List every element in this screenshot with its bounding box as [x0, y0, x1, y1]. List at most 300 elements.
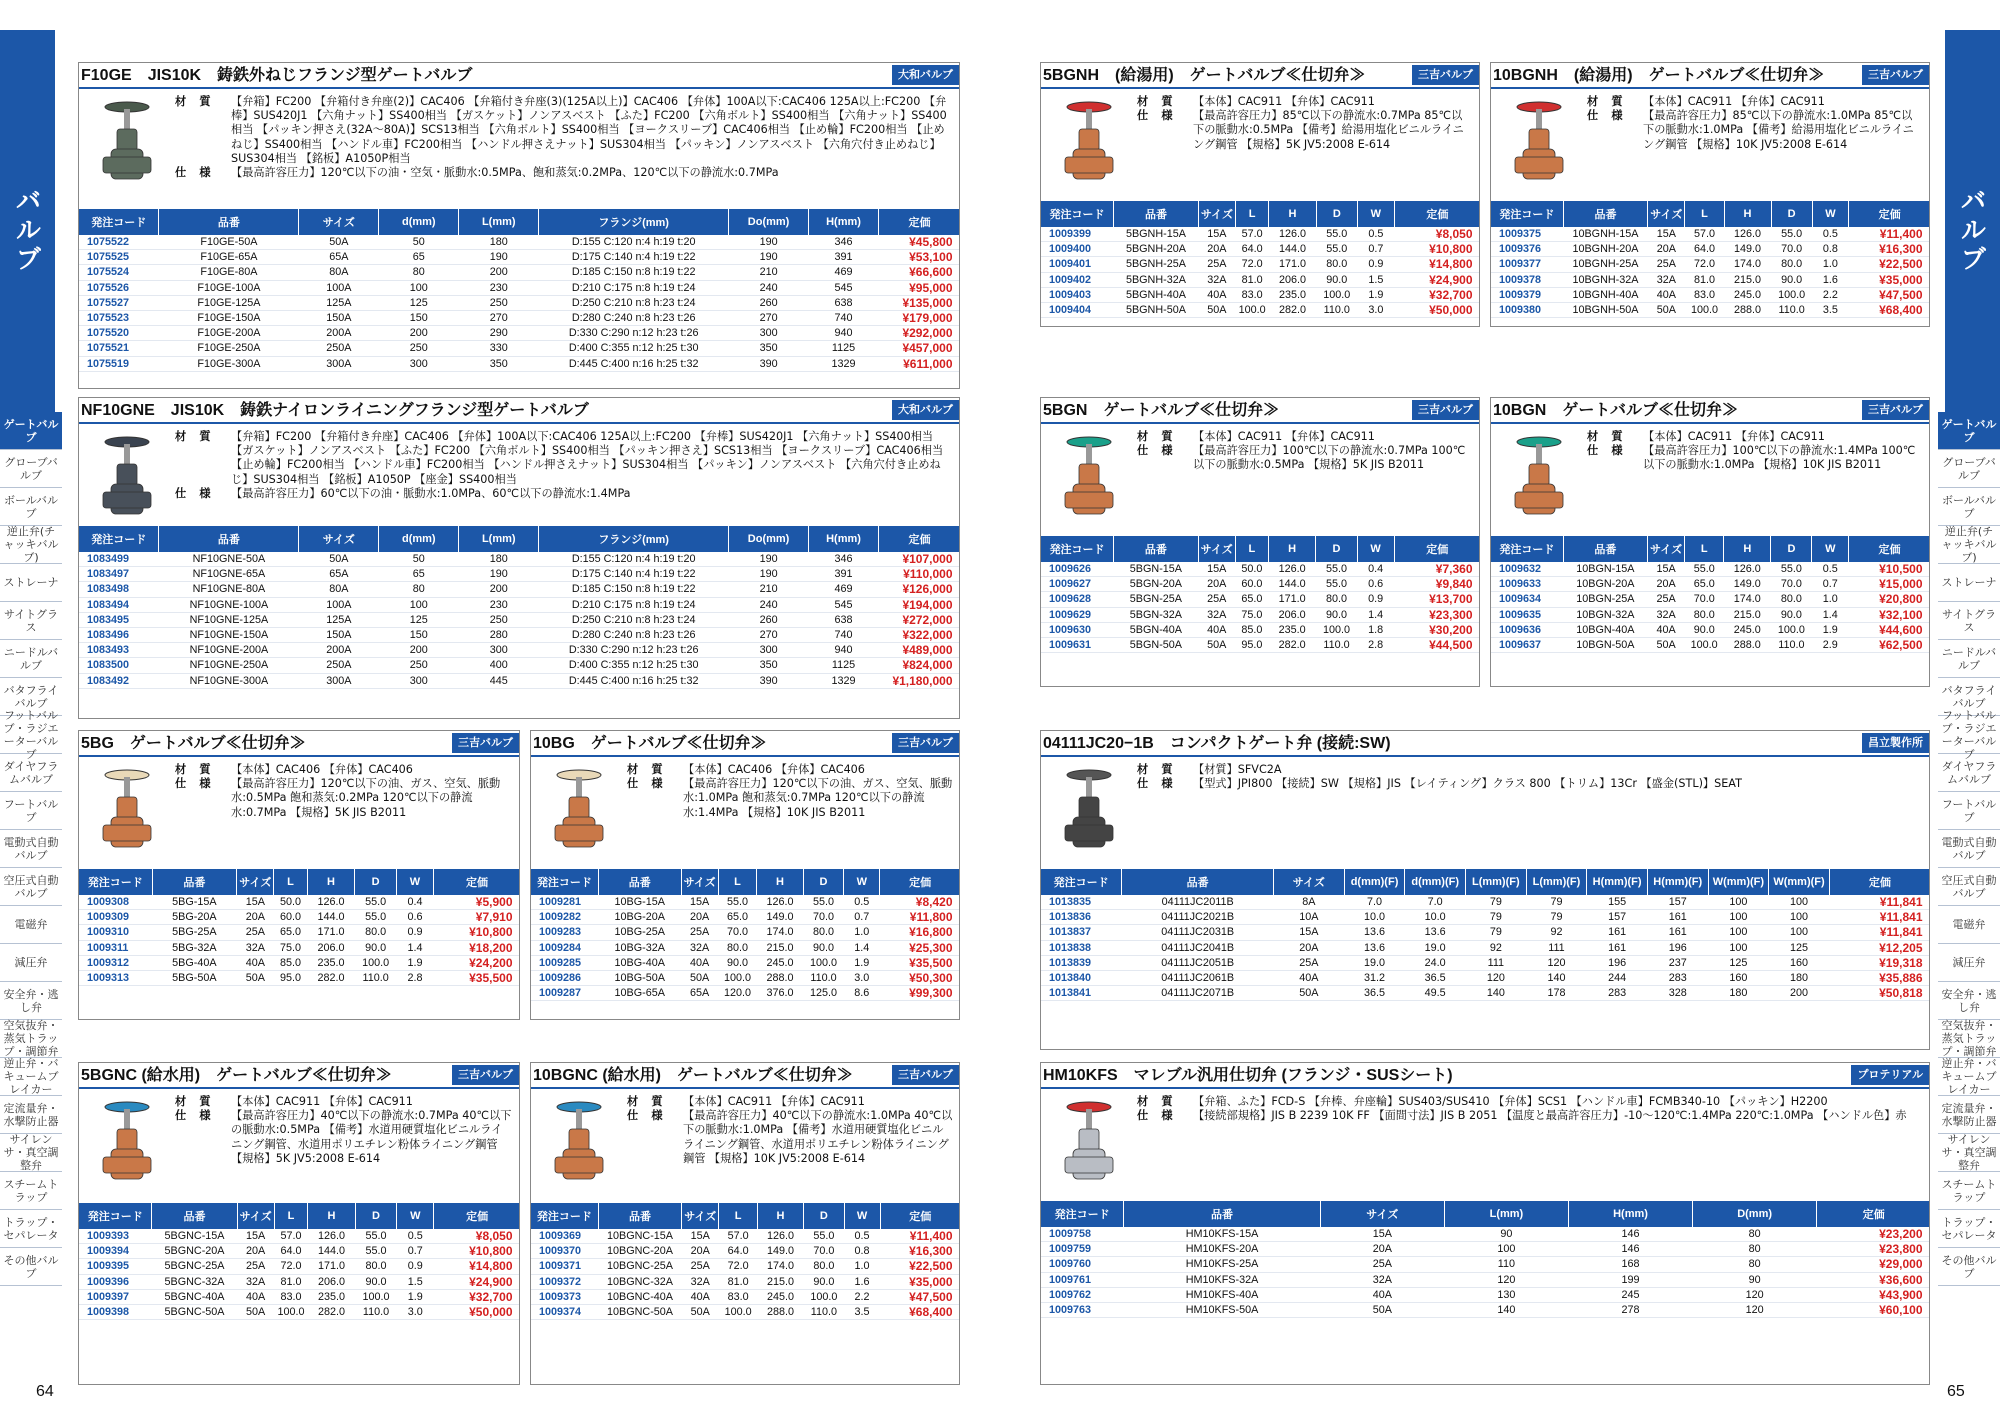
table-cell: 75.0 — [1235, 607, 1268, 622]
table-cell: 120 — [1466, 971, 1527, 986]
table-cell: 210 — [729, 582, 809, 597]
table-cell: 125 — [1708, 955, 1769, 970]
table-cell: 100 — [1769, 925, 1830, 940]
spec-label: 材 質 — [1137, 763, 1174, 776]
spec-block — [1137, 763, 1923, 863]
order-code[interactable]: 1009761 — [1041, 1272, 1124, 1287]
table-cell: 100 — [1769, 895, 1830, 910]
side-menu-item[interactable]: フートバルブ — [0, 792, 62, 830]
table-cell: 40A — [237, 1289, 274, 1304]
table-cell: 100 — [379, 597, 459, 612]
order-code[interactable]: 1009311 — [79, 940, 152, 955]
order-code[interactable]: 1083494 — [79, 597, 159, 612]
table-cell: 215.0 — [1724, 607, 1771, 622]
order-code[interactable]: 1009403 — [1041, 287, 1114, 302]
order-code[interactable]: 1009763 — [1041, 1303, 1124, 1318]
order-code[interactable]: 1009637 — [1491, 638, 1563, 653]
side-menu-item[interactable]: バタフライバルブ — [1938, 678, 2000, 716]
table-cell: 36.5 — [1405, 971, 1466, 986]
order-code[interactable]: 1009630 — [1041, 622, 1114, 637]
table-cell: 50A — [1648, 638, 1685, 653]
order-code[interactable]: 1009375 — [1491, 227, 1563, 242]
side-menu-item[interactable]: 逆止弁(チャッキバルブ) — [1938, 526, 2000, 564]
order-code[interactable]: 1009394 — [79, 1244, 152, 1259]
table-cell: 200A — [299, 326, 379, 341]
table-cell: 25A — [1198, 257, 1235, 272]
table-cell: 72.0 — [1685, 257, 1724, 272]
table-cell: 5BGNC-15A — [152, 1229, 237, 1244]
table-cell: 80.0 — [804, 1259, 844, 1274]
side-menu-item[interactable]: グローブバルブ — [1938, 450, 2000, 488]
table-cell: 10A — [1273, 910, 1344, 925]
order-code[interactable]: 1009283 — [531, 925, 598, 940]
order-code[interactable]: 1009380 — [1491, 303, 1563, 318]
column-header: H — [757, 1203, 803, 1229]
price-cell: ¥62,500 — [1849, 638, 1930, 653]
price-cell: ¥95,000 — [879, 280, 960, 295]
order-code[interactable]: 1083497 — [79, 567, 159, 582]
order-code[interactable]: 1009379 — [1491, 287, 1563, 302]
table-cell: 215.0 — [1724, 272, 1771, 287]
order-code[interactable]: 1009376 — [1491, 242, 1563, 257]
table-cell: D:155 C:120 n:4 h:19 t:20 — [539, 235, 729, 250]
order-code[interactable]: 1009396 — [79, 1274, 152, 1289]
price-cell: ¥18,200 — [434, 940, 520, 955]
order-code[interactable]: 1009628 — [1041, 592, 1114, 607]
table-row — [79, 265, 960, 280]
spec-label: 仕 様 — [1137, 109, 1174, 123]
table-cell: 80.0 — [1316, 592, 1357, 607]
price-cell: ¥11,800 — [880, 910, 960, 925]
order-code[interactable]: 1009287 — [531, 986, 598, 1001]
product-panel — [78, 730, 520, 1020]
valve-photo-icon — [1503, 95, 1575, 195]
side-menu-right — [1938, 412, 2000, 1286]
valve-photo-icon — [1053, 95, 1125, 195]
side-menu-item[interactable]: 空気抜弁・蒸気トラップ・調節弁 — [0, 1020, 62, 1058]
column-header: L — [718, 869, 757, 895]
table-cell: 55.0 — [804, 1229, 844, 1244]
table-cell: D:445 C:400 n:16 h:25 t:32 — [539, 673, 729, 688]
price-cell: ¥135,000 — [879, 295, 960, 310]
order-code[interactable]: 1009759 — [1041, 1242, 1124, 1257]
order-code[interactable]: 1009378 — [1491, 272, 1563, 287]
table-cell: 161 — [1647, 925, 1708, 940]
table-cell: 40A — [1198, 622, 1235, 637]
side-menu-item[interactable]: 定流量弁・水撃防止器 — [0, 1096, 62, 1134]
table-cell: 25A — [681, 925, 718, 940]
order-code[interactable]: 1075523 — [79, 311, 159, 326]
table-cell: 100.0 — [355, 955, 397, 970]
order-code[interactable]: 1009397 — [79, 1289, 152, 1304]
order-code[interactable]: 1009401 — [1041, 257, 1114, 272]
order-code[interactable]: 1009370 — [531, 1244, 598, 1259]
table-cell: 282.0 — [307, 971, 355, 986]
side-menu-item[interactable]: スチームトラップ — [1938, 1172, 2000, 1210]
table-cell: 1.9 — [844, 955, 880, 970]
product-title: 10BG ゲートバルブ≪仕切弁≫ — [531, 731, 959, 757]
order-code[interactable]: 1083498 — [79, 582, 159, 597]
order-code[interactable]: 1083496 — [79, 628, 159, 643]
order-code[interactable]: 1009635 — [1491, 607, 1563, 622]
side-menu-item[interactable]: ニードルバルブ — [0, 640, 62, 678]
table-cell: D:280 C:240 n:8 h:23 t:26 — [539, 311, 729, 326]
table-cell: 545 — [809, 280, 879, 295]
side-menu-item[interactable]: ニードルバルブ — [1938, 640, 2000, 678]
side-menu-item[interactable]: 減圧弁 — [1938, 944, 2000, 982]
side-menu-item[interactable]: 空気抜弁・蒸気トラップ・調節弁 — [1938, 1020, 2000, 1058]
order-code[interactable]: 1009398 — [79, 1305, 152, 1320]
price-cell: ¥10,800 — [434, 1244, 520, 1259]
table-cell: 10BGN-25A — [1563, 592, 1647, 607]
order-code[interactable]: 1075525 — [79, 250, 159, 265]
table-cell: 72.0 — [719, 1259, 758, 1274]
order-code[interactable]: 1009286 — [531, 971, 598, 986]
table-cell: 171.0 — [308, 1259, 356, 1274]
column-header: W — [397, 1203, 434, 1229]
price-table — [79, 869, 520, 986]
table-cell: 111 — [1466, 955, 1527, 970]
side-menu-item[interactable]: トラップ・セパレータ — [1938, 1210, 2000, 1248]
price-cell: ¥272,000 — [879, 612, 960, 627]
order-code[interactable]: 1009631 — [1041, 638, 1114, 653]
order-code[interactable]: 1083493 — [79, 643, 159, 658]
order-code[interactable]: 1009284 — [531, 940, 598, 955]
side-menu-item[interactable]: サイトグラス — [1938, 602, 2000, 640]
side-menu-item[interactable]: 電動式自動バルブ — [1938, 830, 2000, 868]
order-code[interactable]: 1075524 — [79, 265, 159, 280]
table-cell: 25A — [237, 925, 274, 940]
order-code[interactable]: 1009374 — [531, 1305, 598, 1320]
table-cell: 300A — [299, 356, 379, 371]
table-cell: 10BGNH-32A — [1563, 272, 1648, 287]
order-code[interactable]: 1083499 — [79, 552, 159, 567]
price-cell: ¥35,000 — [880, 1274, 960, 1289]
side-menu-item[interactable]: グローブバルブ — [0, 450, 62, 488]
side-menu-item[interactable]: 逆止弁・バキュームブレイカー — [0, 1058, 62, 1096]
side-menu-item[interactable]: 安全弁・逃し弁 — [1938, 982, 2000, 1020]
table-cell: 80 — [1693, 1227, 1817, 1242]
product-panel — [530, 1062, 960, 1385]
table-cell: 10BGNC-25A — [598, 1259, 681, 1274]
product-title: 5BGNC (給水用) ゲートバルブ≪仕切弁≫ — [79, 1063, 519, 1089]
table-cell: 0.5 — [1812, 227, 1849, 242]
table-cell: 100.0 — [1771, 287, 1812, 302]
side-menu-item[interactable]: トラップ・セパレータ — [0, 1210, 62, 1248]
side-menu-item[interactable]: ストレーナ — [0, 564, 62, 602]
right-sidebar — [1938, 0, 2000, 1414]
side-menu-item[interactable]: 逆止弁・バキュームブレイカー — [1938, 1058, 2000, 1096]
order-code[interactable]: 1083500 — [79, 658, 159, 673]
column-header: 品番 — [1563, 201, 1648, 227]
order-code[interactable]: 1009404 — [1041, 303, 1114, 318]
order-code[interactable]: 1009402 — [1041, 272, 1114, 287]
table-cell: 1.8 — [1357, 622, 1394, 637]
side-menu-item[interactable]: ダイヤフラムバルブ — [0, 754, 62, 792]
table-cell: 282.0 — [308, 1305, 356, 1320]
table-cell: 245.0 — [757, 1289, 803, 1304]
table-cell: 80A — [299, 582, 379, 597]
price-cell: ¥7,360 — [1394, 562, 1480, 577]
table-row — [1041, 940, 1930, 955]
side-menu-item[interactable]: フートバルブ — [1938, 792, 2000, 830]
side-menu-item[interactable]: 安全弁・逃し弁 — [0, 982, 62, 1020]
price-cell: ¥11,400 — [1849, 227, 1930, 242]
table-row — [79, 940, 520, 955]
product-title: F10GE JIS10K 鋳鉄外ねじフランジ型ゲートバルブ — [79, 63, 959, 89]
material-text: 【弁箱】FC200 【弁箱付き弁座(2)】CAC406 【弁箱付き弁座(3)(125A以上)】CAC406 【弁体】100A以下:CAC406 125A以上:FC200 【弁棒】SUS420J1 【六角ナット】SS400相当 【ガスケット】ノンアスベスト 【ふた】FC200 【六角ボルト】SS400相当 【六角ナット】SS400相当 【パッキン押さえ(32A〜80A)】SCS13相当 【六角ボルト】SS400相当 【ヨークスリーブ】CAC406相当 【止め輪】FC200相当 【止めねじ】SS400相当 【ハンドル車】FC200相当 【ハンドル押さえナット】SUS304相当 【パッキン】ノンアスベスト 【六角穴付き止めねじ】SUS304相当 【銘板】A1050P相当 — [231, 95, 947, 165]
side-menu-item[interactable]: 空圧式自動バルブ — [0, 868, 62, 906]
side-menu-item[interactable]: ダイヤフラムバルブ — [1938, 754, 2000, 792]
side-menu-item[interactable]: サイレンサ・真空調整弁 — [1938, 1134, 2000, 1172]
column-header: サイズ — [237, 1203, 274, 1229]
table-cell: 25A — [1648, 592, 1685, 607]
spec-label: 仕 様 — [1137, 444, 1174, 458]
order-code[interactable]: 1009627 — [1041, 577, 1114, 592]
side-menu-item[interactable]: 逆止弁(チャッキバルブ) — [0, 526, 62, 564]
column-header: W(mm)(F) — [1769, 869, 1830, 895]
order-code[interactable]: 1075526 — [79, 280, 159, 295]
table-cell: 130 — [1444, 1287, 1568, 1302]
table-cell: 32A — [682, 1274, 719, 1289]
column-header: L(mm)(F) — [1526, 869, 1587, 895]
table-row — [1491, 622, 1930, 637]
spec-block — [1137, 95, 1473, 195]
order-code[interactable]: 1009285 — [531, 955, 598, 970]
spec-block — [175, 95, 953, 203]
table-cell: 10BGN-20A — [1563, 577, 1647, 592]
table-cell: 0.5 — [1357, 227, 1394, 242]
table-cell: 10BGNH-25A — [1563, 257, 1648, 272]
order-code[interactable]: 1009629 — [1041, 607, 1114, 622]
order-code[interactable]: 1083495 — [79, 612, 159, 627]
order-code[interactable]: 1009400 — [1041, 242, 1114, 257]
side-menu-item[interactable]: ゲートバルブ — [0, 412, 62, 450]
side-menu-item[interactable]: その他バルブ — [0, 1248, 62, 1286]
table-cell: 79 — [1466, 895, 1527, 910]
product-panel — [1040, 62, 1480, 327]
order-code[interactable]: 1009310 — [79, 925, 152, 940]
table-cell: 100 — [1708, 895, 1769, 910]
table-cell: 1.5 — [397, 1274, 434, 1289]
order-code[interactable]: 1075519 — [79, 356, 159, 371]
order-code[interactable]: 1009281 — [531, 895, 598, 910]
column-header: L(mm) — [1444, 1201, 1568, 1227]
table-cell: 80.0 — [1771, 592, 1812, 607]
order-code[interactable]: 1013839 — [1041, 955, 1122, 970]
table-cell: 70.0 — [1771, 242, 1812, 257]
order-code[interactable]: 1009371 — [531, 1259, 598, 1274]
table-cell: F10GE-50A — [159, 235, 299, 250]
table-cell: 346 — [809, 552, 879, 567]
order-code[interactable]: 1009309 — [79, 910, 152, 925]
spec-label: 材 質 — [1137, 430, 1174, 443]
order-code[interactable]: 1083492 — [79, 673, 159, 688]
side-menu-item[interactable]: サイレンサ・真空調整弁 — [0, 1134, 62, 1172]
price-cell: ¥32,700 — [1394, 287, 1480, 302]
table-cell: 10BGNC-40A — [598, 1289, 681, 1304]
order-code[interactable]: 1075522 — [79, 235, 159, 250]
price-cell: ¥16,800 — [880, 925, 960, 940]
table-cell: 15A — [682, 1229, 719, 1244]
order-code[interactable]: 1009373 — [531, 1289, 598, 1304]
order-code[interactable]: 1009393 — [79, 1229, 152, 1244]
table-cell: 57.0 — [1235, 227, 1268, 242]
order-code[interactable]: 1009762 — [1041, 1287, 1124, 1302]
table-cell: 283 — [1647, 971, 1708, 986]
table-cell: 50.0 — [274, 895, 307, 910]
side-menu-item[interactable]: ブ・ラジエーターバル — [0, 716, 62, 754]
order-code[interactable]: 1009395 — [79, 1259, 152, 1274]
table-cell: 81.0 — [274, 1274, 308, 1289]
left-sidebar — [0, 0, 62, 1414]
side-menu-item[interactable]: 電動式自動バルブ — [0, 830, 62, 868]
order-code[interactable]: 1013841 — [1041, 986, 1122, 1001]
column-header: 発注コード — [1491, 536, 1563, 562]
table-cell: D:445 C:400 n:16 h:25 t:32 — [539, 356, 729, 371]
table-cell: 1329 — [809, 673, 879, 688]
table-cell: 1.6 — [1812, 272, 1849, 287]
table-cell: 5BGNH-25A — [1114, 257, 1199, 272]
order-code[interactable]: 1009377 — [1491, 257, 1563, 272]
price-cell: ¥11,841 — [1829, 925, 1930, 940]
spec-label: 仕 様 — [1587, 444, 1624, 458]
column-header: 品番 — [152, 1203, 237, 1229]
side-menu-item[interactable]: 電磁弁 — [1938, 906, 2000, 944]
side-menu-item[interactable]: 電磁弁 — [0, 906, 62, 944]
order-code[interactable]: 1009313 — [79, 971, 152, 986]
order-code[interactable]: 1009369 — [531, 1229, 598, 1244]
table-cell: 180 — [459, 235, 539, 250]
table-cell: 50A — [682, 1305, 719, 1320]
table-cell: 04111JC2011B — [1122, 895, 1274, 910]
table-cell: 144.0 — [1269, 242, 1316, 257]
spec-label: 材 質 — [1587, 95, 1624, 108]
side-menu-item[interactable]: 減圧弁 — [0, 944, 62, 982]
table-row — [1041, 242, 1480, 257]
spec-label: 材 質 — [175, 95, 212, 108]
category-tab-right: バルブ — [1945, 30, 2000, 430]
order-code[interactable]: 1013838 — [1041, 940, 1122, 955]
price-cell: ¥8,050 — [1394, 227, 1480, 242]
table-cell: 80.0 — [803, 925, 844, 940]
order-code[interactable]: 1013837 — [1041, 925, 1122, 940]
order-code[interactable]: 1075527 — [79, 295, 159, 310]
side-menu-item[interactable]: 空圧式自動バルブ — [1938, 868, 2000, 906]
table-row — [1041, 986, 1930, 1001]
side-menu-item[interactable]: その他バルブ — [1938, 1248, 2000, 1286]
valve-photo-icon — [543, 1095, 615, 1195]
price-table — [79, 209, 960, 372]
order-code[interactable]: 1013840 — [1041, 971, 1122, 986]
order-code[interactable]: 1009308 — [79, 895, 152, 910]
table-cell: 10BGNH-50A — [1563, 303, 1648, 318]
material-text: 【本体】CAC911 【弁体】CAC911 — [1643, 430, 1825, 443]
table-cell: 55.0 — [1771, 562, 1812, 577]
order-code[interactable]: 1009626 — [1041, 562, 1114, 577]
spec-label: 材 質 — [1137, 1095, 1174, 1108]
column-header: d(mm)(F) — [1344, 869, 1405, 895]
table-row — [1041, 1272, 1930, 1287]
price-cell: ¥32,700 — [434, 1289, 520, 1304]
maker-badge: 昌立製作所 — [1862, 733, 1929, 753]
table-cell: 20A — [1198, 242, 1235, 257]
table-cell: 1.9 — [1812, 622, 1849, 637]
order-code[interactable]: 1009760 — [1041, 1257, 1124, 1272]
column-header: L — [719, 1203, 758, 1229]
order-code[interactable]: 1075520 — [79, 326, 159, 341]
order-code[interactable]: 1009372 — [531, 1274, 598, 1289]
table-cell: 270 — [729, 628, 809, 643]
table-cell: 0.8 — [844, 1244, 880, 1259]
column-header: 品番 — [598, 1203, 681, 1229]
table-cell: 70.0 — [718, 925, 757, 940]
column-header: 発注コード — [1041, 201, 1114, 227]
order-code[interactable]: 1009399 — [1041, 227, 1114, 242]
price-cell: ¥14,800 — [1394, 257, 1480, 272]
table-cell: 90.0 — [803, 940, 844, 955]
table-cell: 100 — [379, 280, 459, 295]
side-menu-item[interactable]: ボールバルブ — [0, 488, 62, 526]
order-code[interactable]: 1009282 — [531, 910, 598, 925]
table-cell: 174.0 — [1724, 592, 1771, 607]
table-cell: 0.7 — [1357, 242, 1394, 257]
column-header: 品番 — [152, 869, 237, 895]
table-cell: 300 — [379, 673, 459, 688]
side-menu-item[interactable]: スチームトラップ — [0, 1172, 62, 1210]
order-code[interactable]: 1009632 — [1491, 562, 1563, 577]
table-cell: 199 — [1568, 1272, 1692, 1287]
table-cell: 32A — [237, 940, 274, 955]
table-cell: 1.5 — [1357, 272, 1394, 287]
price-cell: ¥14,800 — [434, 1259, 520, 1274]
price-cell: ¥10,500 — [1849, 562, 1930, 577]
side-menu-item[interactable]: ストレーナ — [1938, 564, 2000, 602]
order-code[interactable]: 1009634 — [1491, 592, 1563, 607]
table-cell: 180 — [1708, 986, 1769, 1001]
table-cell: 126.0 — [307, 895, 355, 910]
table-cell: 120 — [1693, 1287, 1817, 1302]
side-menu-item[interactable]: サイトグラス — [0, 602, 62, 640]
table-cell: 940 — [809, 326, 879, 341]
price-table — [1491, 536, 1930, 653]
table-cell: 55.0 — [1771, 227, 1812, 242]
order-code[interactable]: 1009636 — [1491, 622, 1563, 637]
side-menu-item[interactable]: バタフライバルブ — [0, 678, 62, 716]
order-code[interactable]: 1009633 — [1491, 577, 1563, 592]
side-menu-item[interactable]: ゲートバルブ — [1938, 412, 2000, 450]
side-menu-item[interactable]: 定流量弁・水撃防止器 — [1938, 1096, 2000, 1134]
price-cell: ¥16,300 — [880, 1244, 960, 1259]
order-code[interactable]: 1013835 — [1041, 895, 1122, 910]
side-menu-item[interactable]: ブ・ラジエーターバル — [1938, 716, 2000, 754]
order-code[interactable]: 1009312 — [79, 955, 152, 970]
order-code[interactable]: 1075521 — [79, 341, 159, 356]
price-cell: ¥110,000 — [879, 567, 960, 582]
table-cell: 5BG-50A — [152, 971, 237, 986]
table-cell: 50 — [379, 552, 459, 567]
side-menu-item[interactable]: ボールバルブ — [1938, 488, 2000, 526]
table-cell: D:185 C:150 n:8 h:19 t:22 — [539, 582, 729, 597]
column-header: 品番 — [159, 526, 299, 552]
table-cell: 65 — [379, 567, 459, 582]
price-cell: ¥30,200 — [1394, 622, 1480, 637]
order-code[interactable]: 1013836 — [1041, 910, 1122, 925]
table-cell: 5BG-25A — [152, 925, 237, 940]
column-header: 品番 — [1563, 536, 1647, 562]
order-code[interactable]: 1009758 — [1041, 1227, 1124, 1242]
table-row — [79, 955, 520, 970]
